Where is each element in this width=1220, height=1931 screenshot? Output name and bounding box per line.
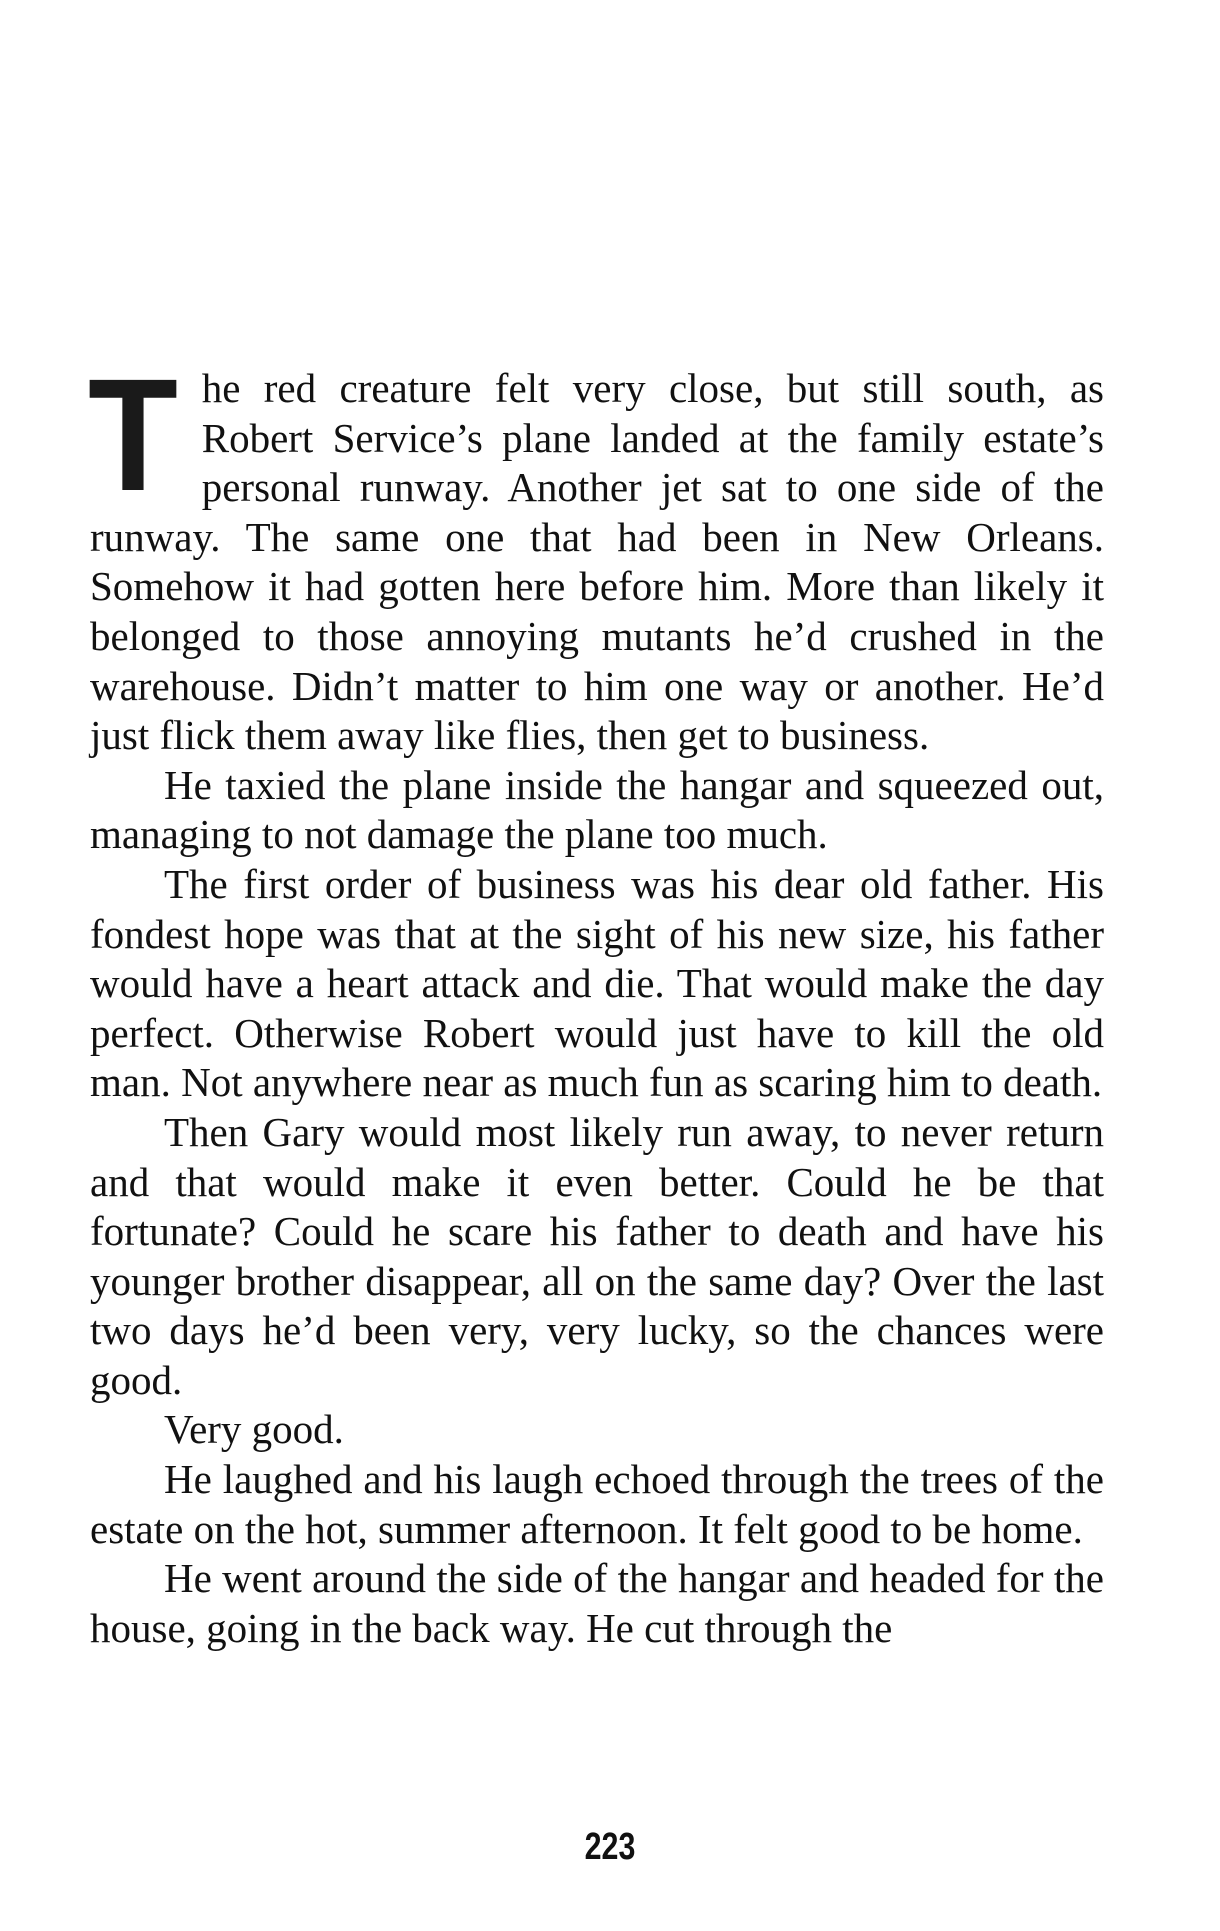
paragraph-1-text: he red creature felt very close, but still south, as Robert Service’s plane landed at the family estate’s personal runway. Another jet sat to one side of the runway. The same one that had been in New Orleans. Somehow it had gotten here before him. More than likely it belonged to those annoying mutants he’d crushed in the warehouse. Didn’t matter to him one way or another. He’d just flick them away like flies, then get to business.: [90, 365, 1104, 759]
paragraph-2: He taxied the plane inside the hangar and squeezed out, managing to not damage the plane too much.: [90, 761, 1104, 858]
paragraph-4: Then Gary would most likely run away, to never return and that would make it even better. Could he be that fortunate? Could he scare his father to death and have his younger brother disappear, all on the same day? Over the last two days he’d been very, very lucky, so the chances were good.: [90, 1108, 1104, 1403]
drop-cap: T: [88, 345, 178, 524]
paragraph-7: He went around the side of the hangar and headed for the house, going in the back way. He cut through the: [90, 1555, 1104, 1651]
body-text: [88, 345, 1104, 1653]
paragraph-1: [88, 345, 1104, 761]
page-number: 223: [584, 1826, 636, 1868]
paragraph-6: He laughed and his laugh echoed through the trees of the estate on the hot, summer afternoon. It felt good to be home.: [90, 1456, 1104, 1552]
paragraph-3: The first order of business was his dear old father. His fondest hope was that at the sight of his new size, his father would have a heart attack and die. That would make the day perfect. Otherwise Robert would just have to kill the old man. Not anywhere near as much fun as scaring him to death.: [90, 860, 1104, 1106]
paragraph-5: Very good.: [164, 1406, 344, 1453]
